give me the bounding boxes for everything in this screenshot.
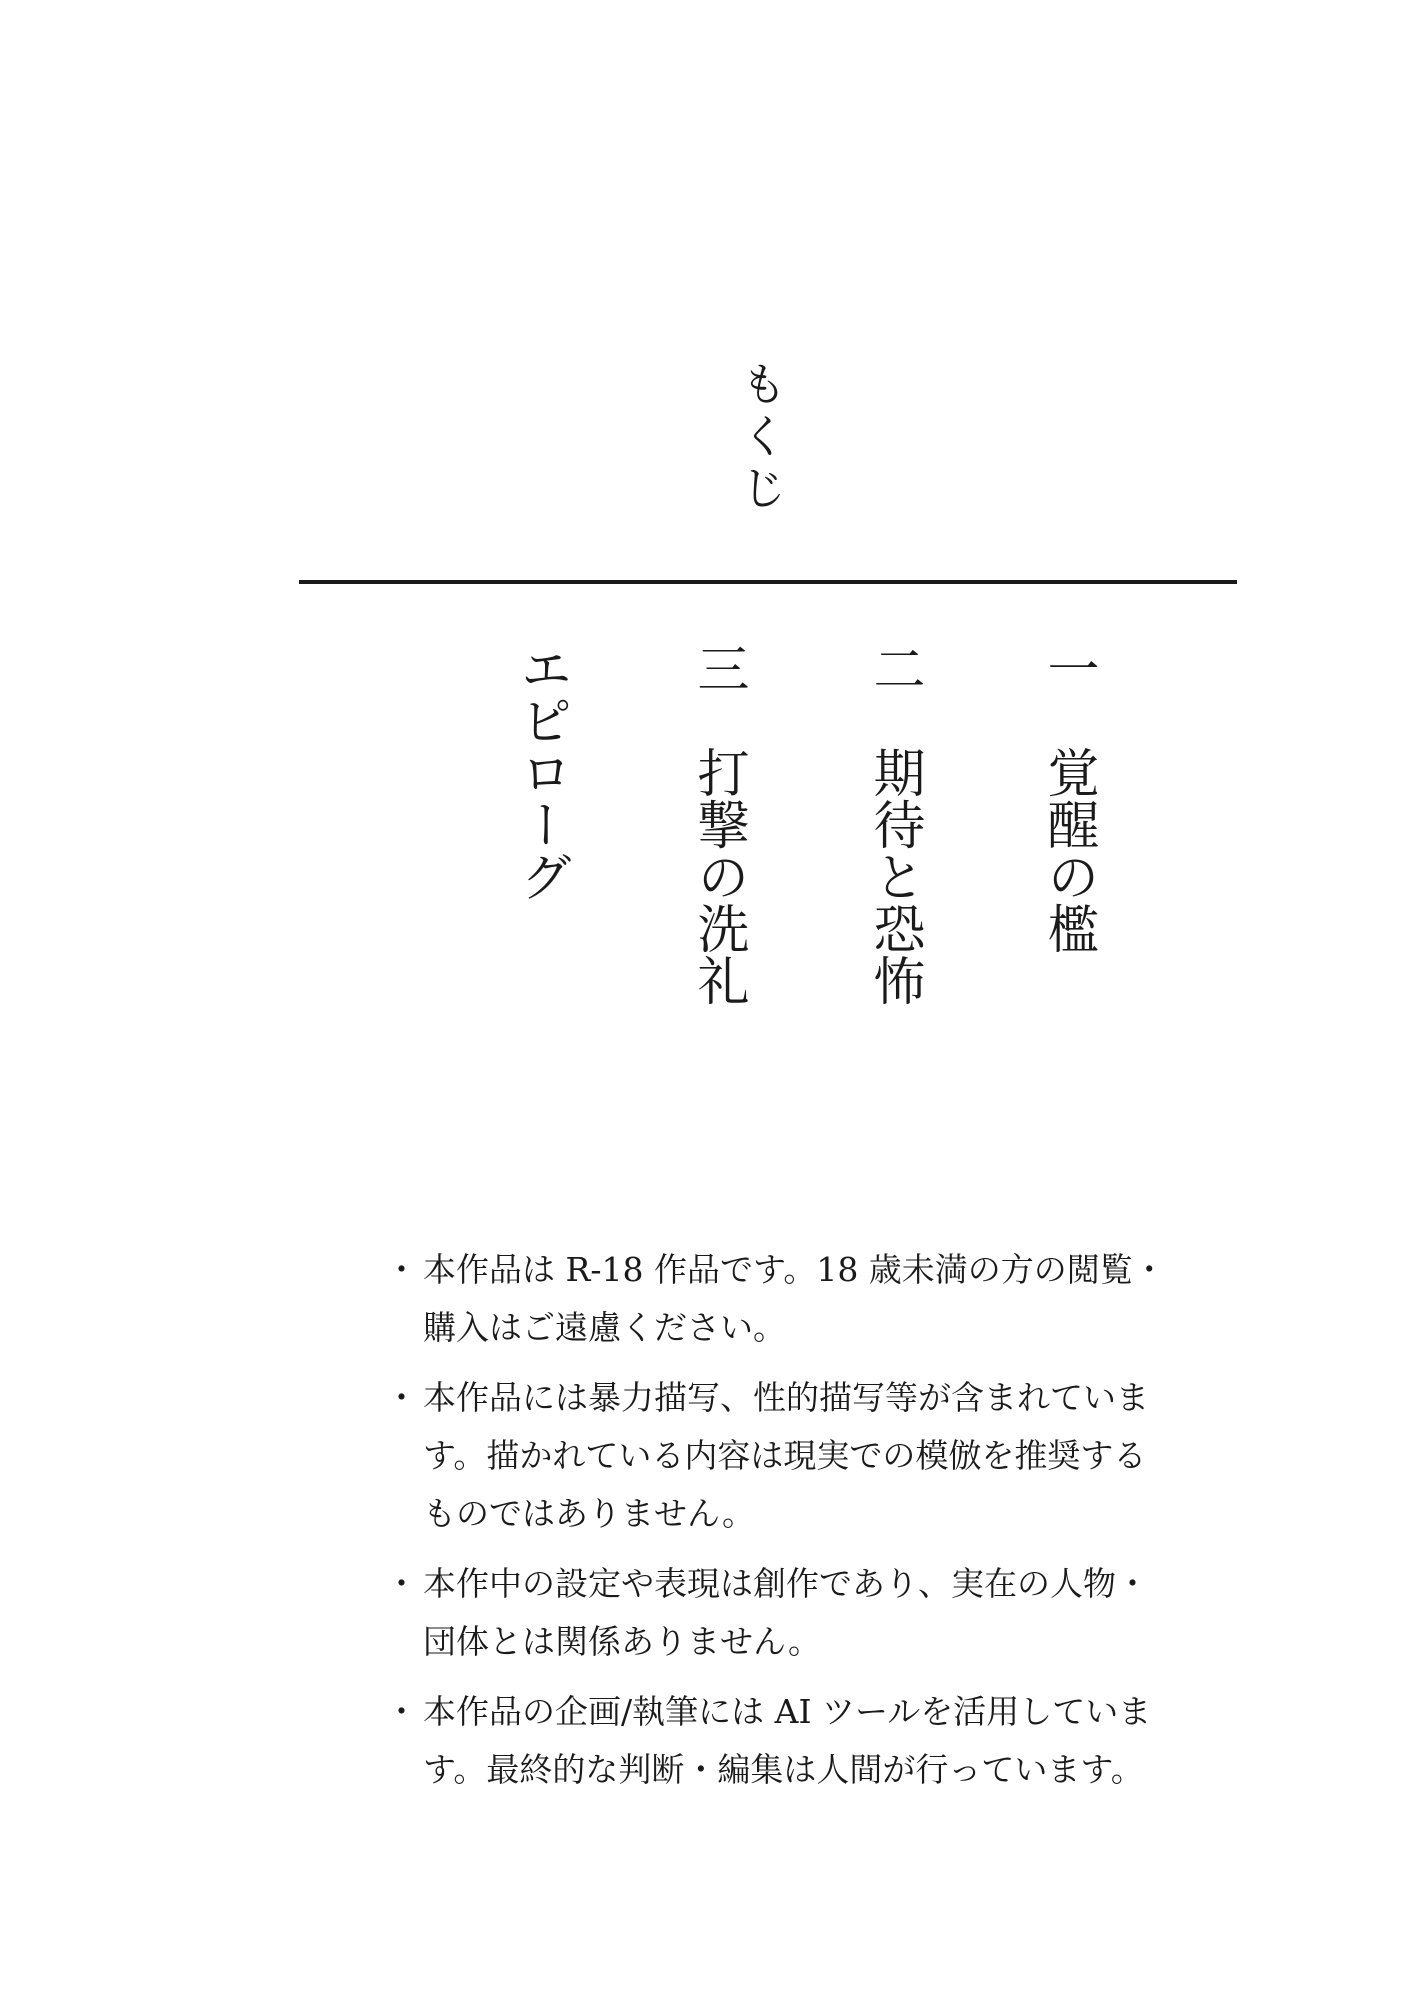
toc-entry-2[interactable] <box>864 642 924 1006</box>
note-item <box>385 1683 1175 1799</box>
toc-entry-title: 打撃の洗礼 <box>688 746 748 1006</box>
toc-entry-title: エピローグ <box>511 642 571 902</box>
bullet: ・ <box>385 1692 418 1731</box>
bullet: ・ <box>385 1378 418 1417</box>
content-notes <box>385 1241 1175 1811</box>
note-item <box>385 1241 1175 1357</box>
note-text: 本作品は R-18 作品です。18 歳未満の方の閲覧・ 購入はご遠慮ください。 <box>423 1250 1166 1347</box>
toc-entry-title: 覚醒の檻 <box>1038 746 1098 954</box>
note-text: 本作品の企画/執筆には AI ツールを活用していま す。最終的な判断・編集は人間が行っています。 <box>423 1692 1152 1789</box>
bullet: ・ <box>385 1564 418 1603</box>
toc-entry-1[interactable] <box>1038 642 1098 954</box>
note-text: 本作品には暴力描写、性的描写等が含まれていま す。描かれている内容は現実での模倣を推奨する ものではありません。 <box>423 1378 1149 1533</box>
toc-title: もくじ <box>734 360 788 516</box>
toc-entry-epilogue[interactable] <box>511 642 571 902</box>
toc-entry-title: 期待と恐怖 <box>864 746 924 1006</box>
note-item <box>385 1369 1175 1543</box>
note-text: 本作中の設定や表現は創作であり、実在の人物・ 団体とは関係ありません。 <box>423 1564 1149 1661</box>
note-item <box>385 1555 1175 1671</box>
toc-entry-number: 三 <box>688 642 748 694</box>
toc-divider <box>299 580 1237 584</box>
toc-entry-number: 一 <box>1038 642 1098 694</box>
toc-entry-number: 二 <box>864 642 924 694</box>
bullet: ・ <box>385 1250 418 1289</box>
toc-entries <box>0 642 1414 1042</box>
toc-entry-3[interactable] <box>688 642 748 1006</box>
